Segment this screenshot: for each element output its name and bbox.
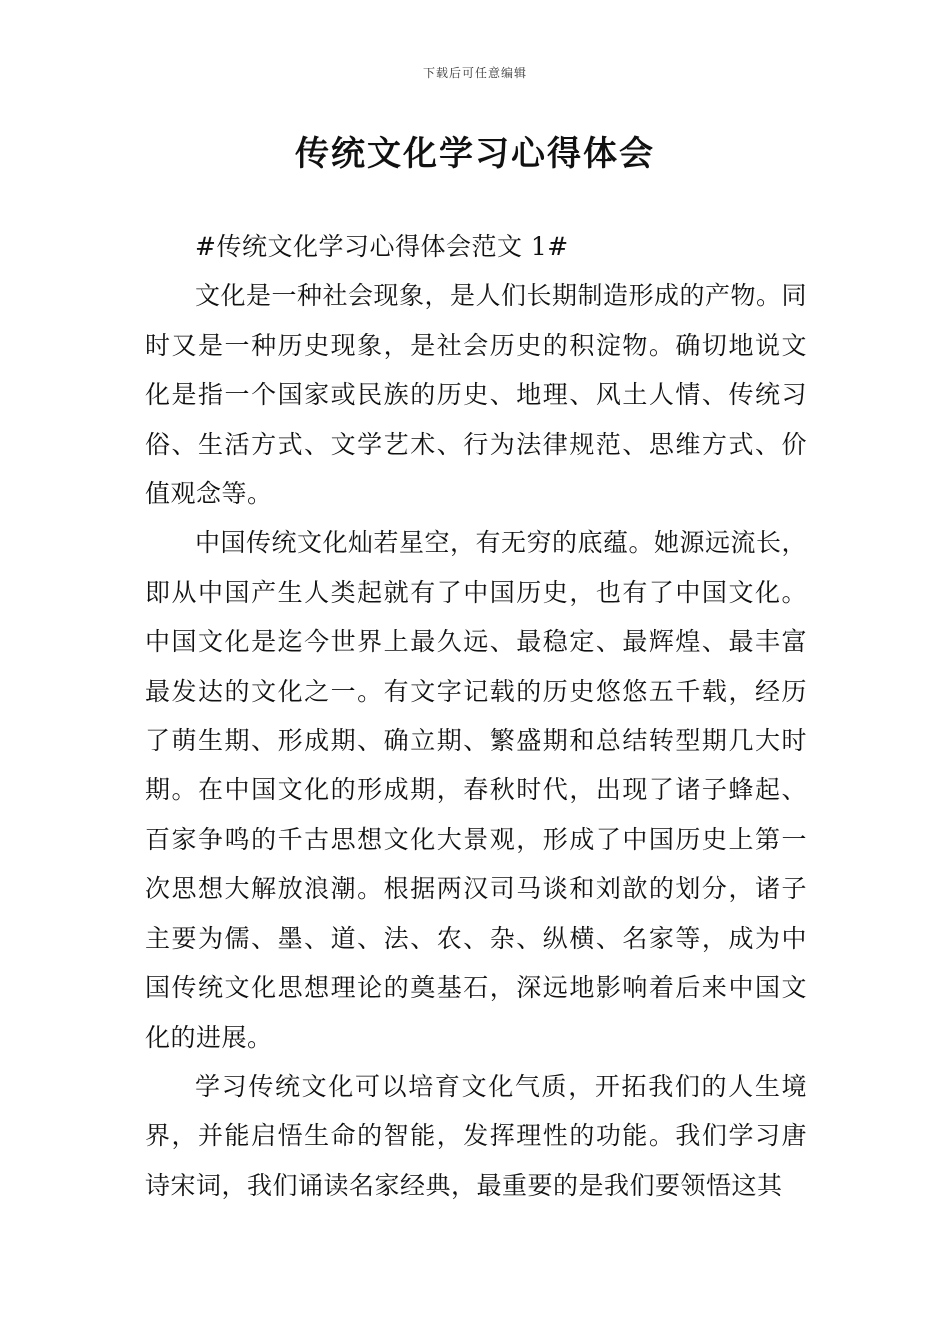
header-note: 下载后可任意编辑 [422, 66, 527, 80]
document-title: 传统文化学习心得体会 [295, 134, 655, 174]
document-body [145, 222, 807, 1210]
paragraph-1: 文化是一种社会现象，是人们长期制造形成的产物。同时又是一种历史现象，是社会历史的积淀物。确切地说文化是指一个国家或民族的历史、地理、风土人情、传统习俗、生活方式、文学艺术、行为法律规范、思维方式、价值观念等。 [145, 281, 808, 509]
paragraph-2: 中国传统文化灿若星空，有无穷的底蕴。她源远流长，即从中国产生人类起就有了中国历史，也有了中国文化。中国文化是迄今世界上最久远、最稳定、最辉煌、最丰富最发达的文化之一。有文字记载的历史悠悠五千载，经历了萌生期、形成期、确立期、繁盛期和总结转型期几大时期。在中国文化的形成期，春秋时代，出现了诸子蜂起、百家争鸣的千古思想文化大景观，形成了中国历史上第一次思想大解放浪潮。根据两汉司马谈和刘歆的划分，诸子主要为儒、墨、道、法、农、杂、纵横、名家等，成为中国传统文化思想理论的奠基石，深远地影响着后来中国文化的进展。 [145, 528, 808, 1052]
paragraph-3: 学习传统文化可以培育文化气质，开拓我们的人生境界，并能启悟生命的智能，发挥理性的功能。我们学习唐诗宋词，我们诵读名家经典，最重要的是我们要领悟这其 [145, 1071, 807, 1200]
section-heading: #传统文化学习心得体会范文 1# [195, 232, 569, 261]
